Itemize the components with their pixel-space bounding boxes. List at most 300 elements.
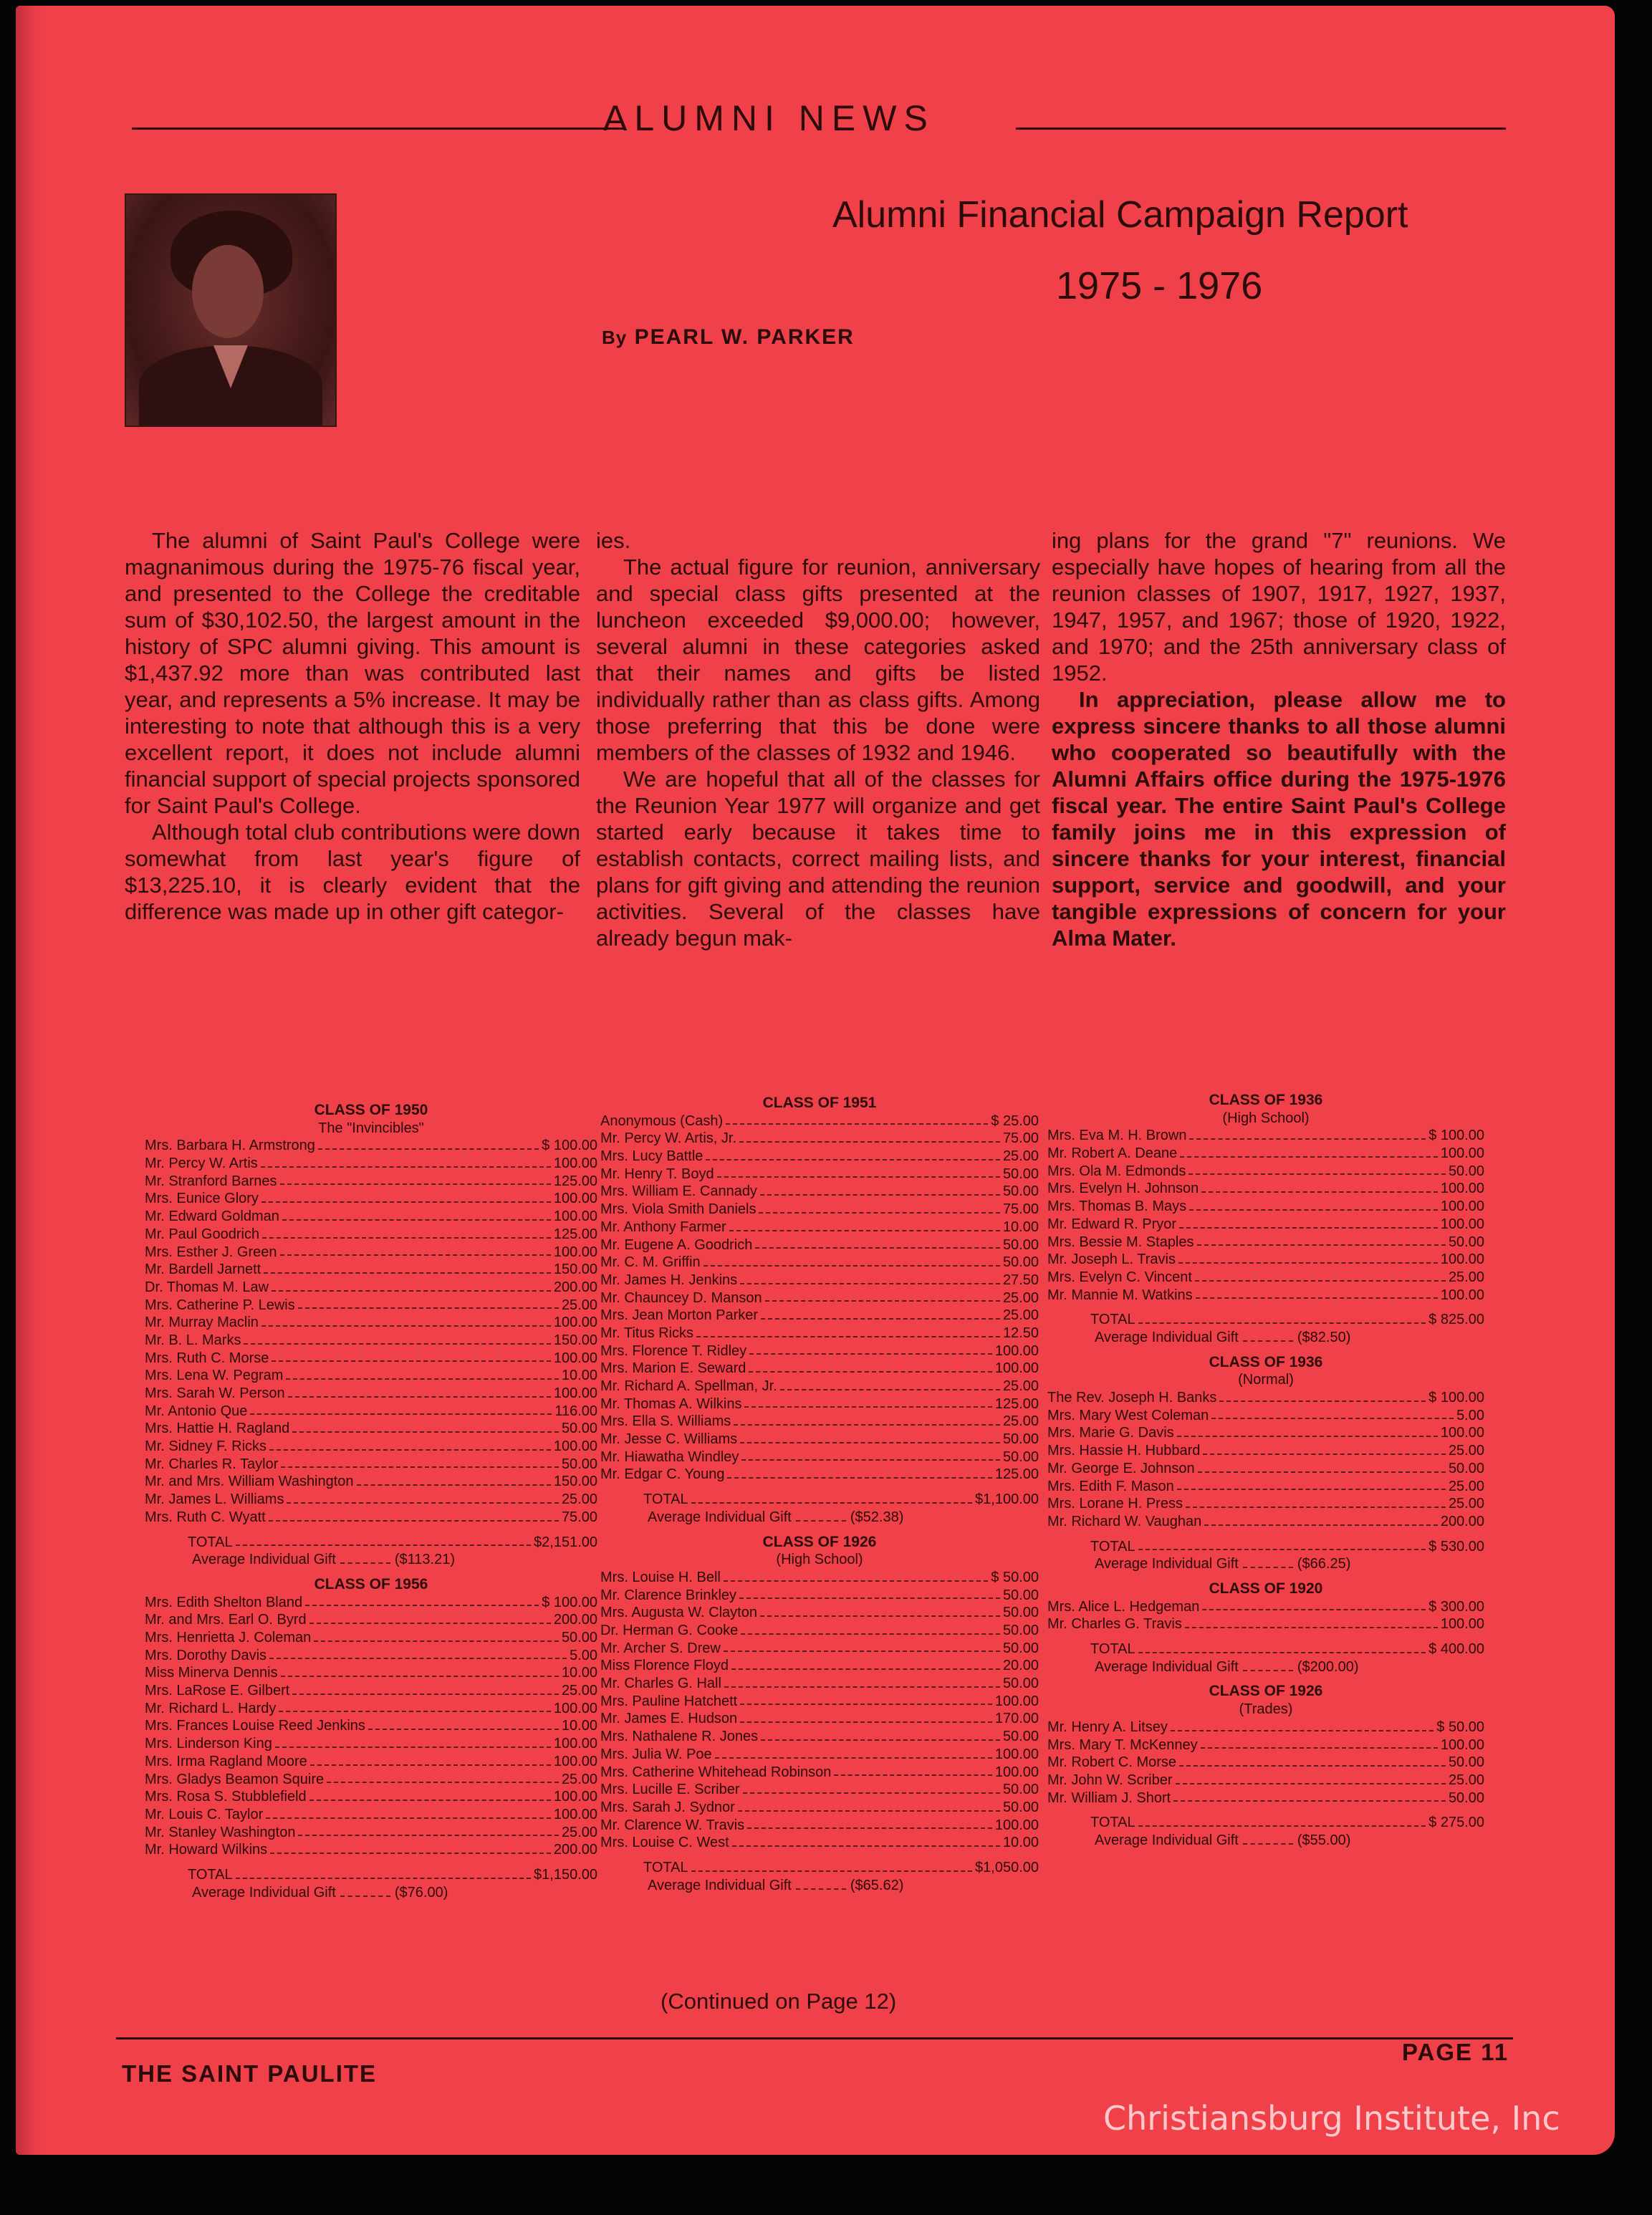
gift-amount: 25.00: [1448, 1496, 1484, 1512]
donor-row: [600, 1657, 1039, 1675]
gift-amount: 100.00: [994, 1360, 1039, 1377]
leader-dots: [340, 1562, 390, 1564]
class-heading: CLASS OF 1920: [1209, 1580, 1323, 1597]
paragraph: The alumni of Saint Paul's College were magnanimous during the 1975-76 fiscal year, and presented to the College the creditable sum of $30,102.50, the largest amount in the history of SPC alumni giving. This amount is $1,437.92 more than was contributed last year, and represents a 5% increase. It may be interesting to note that although this is a very excellent report, it does not include alumni financial support of special projects sponsored for Saint Paul's College.: [125, 528, 580, 818]
leader-dots: [281, 1456, 559, 1469]
donor-name: Mr. Paul Goodrich: [145, 1226, 260, 1242]
leader-dots: [739, 1587, 1000, 1600]
gift-amount: 100.00: [1440, 1216, 1484, 1232]
donor-row: [145, 1717, 597, 1735]
donor-row: [1047, 1269, 1484, 1287]
gift-amount: 25.00: [561, 1491, 597, 1508]
donor-row: [600, 1342, 1039, 1360]
donor-name: Mr. Percy W. Artis, Jr.: [600, 1130, 737, 1147]
byline-prefix: By: [602, 327, 628, 348]
donor-row: [600, 1272, 1039, 1289]
donor-row: [145, 1297, 597, 1315]
gift-amount: 50.00: [1002, 1676, 1039, 1692]
donor-name: Mrs. Ruth C. Wyatt: [145, 1509, 266, 1525]
paragraph: ies.: [596, 528, 631, 553]
donor-row: [1047, 1478, 1484, 1496]
gift-amount: 50.00: [1002, 1605, 1039, 1621]
leader-dots: [1196, 1287, 1438, 1299]
donor-row: [1047, 1389, 1484, 1407]
gift-amount: 100.00: [553, 1191, 597, 1207]
leader-dots: [747, 1817, 992, 1830]
leader-dots: [755, 1236, 1000, 1249]
total-label: TOTAL: [1090, 1538, 1135, 1555]
leader-dots: [1202, 1598, 1426, 1611]
leader-dots: [1201, 1736, 1438, 1749]
donor-row: [145, 1629, 597, 1647]
donor-name: Mr. Eugene A. Goodrich: [600, 1236, 753, 1253]
donor-row: [145, 1824, 597, 1842]
total-amount: $ 825.00: [1428, 1312, 1484, 1328]
gift-amount: 75.00: [1002, 1130, 1039, 1147]
donor-name: Mr. Richard L. Hardy: [145, 1700, 277, 1716]
donor-name: Mrs. Hassie H. Hubbard: [1047, 1443, 1201, 1459]
gift-amount: 100.00: [553, 1736, 597, 1752]
byline-author: PEARL W. PARKER: [634, 325, 855, 349]
donor-row: [1047, 1754, 1484, 1772]
gift-amount: 100.00: [1440, 1616, 1484, 1633]
gift-amount: 25.00: [1448, 1443, 1484, 1459]
donor-row: [145, 1208, 597, 1226]
class-heading: CLASS OF 1950: [314, 1102, 428, 1118]
donor-name: Mrs. Esther J. Green: [145, 1244, 277, 1260]
leader-dots: [726, 1113, 988, 1125]
class-list: [1047, 1354, 1484, 1573]
gift-amount: 25.00: [561, 1824, 597, 1840]
donor-name: Mr. John W. Scriber: [1047, 1772, 1173, 1788]
appreciation-paragraph: In appreciation, please allow me to express sincere thanks to all those alumni who cooperated so beautifully with the Alumni Affairs office during the 1975-1976 fiscal year. The entire Saint Paul's College family joins me in this expression of sincere thanks for your interest, financial support, service and goodwill, and your tangible expressions of concern for your Alma Mater.: [1052, 687, 1506, 951]
donor-name: Mrs. Augusta W. Clayton: [600, 1605, 757, 1621]
donor-name: Mrs. LaRose E. Gilbert: [145, 1683, 290, 1699]
leader-dots: [760, 1604, 1000, 1617]
total-label: TOTAL: [643, 1491, 688, 1508]
leader-dots: [310, 1753, 551, 1766]
gift-amount: 50.00: [1002, 1587, 1039, 1603]
leader-dots: [309, 1788, 551, 1801]
donor-row: [600, 1289, 1039, 1307]
donor-name: Mr. Mannie M. Watkins: [1047, 1287, 1193, 1303]
donor-row: [1047, 1407, 1484, 1425]
donor-row: [145, 1664, 597, 1682]
leader-dots: [1188, 1163, 1446, 1176]
donor-row: [1047, 1598, 1484, 1616]
donor-name: Mr. Howard Wilkins: [145, 1842, 268, 1858]
donor-row: [600, 1254, 1039, 1272]
donor-name: Mr. James E. Hudson: [600, 1711, 738, 1727]
average-label: Average Individual Gift: [192, 1884, 336, 1901]
leader-dots: [261, 1190, 551, 1203]
leader-dots: [1198, 1460, 1446, 1473]
donor-name: Mrs. Linderson King: [145, 1736, 272, 1752]
gift-amount: 25.00: [1002, 1307, 1039, 1324]
leader-dots: [740, 1272, 1000, 1284]
donor-name: Mr. Edgar C. Young: [600, 1466, 725, 1483]
average-gift: [1047, 1832, 1484, 1850]
donor-name: Mrs. Thomas B. Mays: [1047, 1198, 1187, 1215]
donor-row: [145, 1385, 597, 1403]
donor-row: [1047, 1234, 1484, 1251]
donor-name: Mrs. Eunice Glory: [145, 1191, 259, 1207]
total-amount: $1,100.00: [975, 1491, 1039, 1508]
class-total: [1047, 1538, 1484, 1556]
leader-dots: [1197, 1234, 1446, 1246]
average-gift: [600, 1877, 1039, 1895]
donor-name: Mrs. Nathalene R. Jones: [600, 1729, 759, 1745]
class-subtitle: (High School): [1222, 1110, 1310, 1126]
donor-row: [145, 1771, 597, 1789]
gift-amount: 10.00: [561, 1718, 597, 1734]
donor-name: Mrs. Edith Shelton Bland: [145, 1594, 303, 1610]
gift-amount: 50.00: [561, 1421, 597, 1437]
leader-dots: [744, 1395, 991, 1408]
gift-amount: 100.00: [994, 1764, 1039, 1780]
donor-name: Mr. Jesse C. Williams: [600, 1431, 738, 1448]
donor-row: [145, 1332, 597, 1350]
gift-amount: 50.00: [1448, 1460, 1484, 1476]
average-gift: [1047, 1658, 1484, 1676]
leader-dots: [738, 1799, 1000, 1812]
gift-amount: 10.00: [1002, 1219, 1039, 1235]
leader-dots: [1201, 1180, 1438, 1193]
gift-amount: 10.00: [1002, 1835, 1039, 1851]
leader-dots: [244, 1332, 550, 1345]
donor-row: [1047, 1163, 1484, 1181]
leader-dots: [760, 1183, 1000, 1196]
donor-name: Mr. B. L. Marks: [145, 1332, 241, 1348]
donor-name: Mrs. Alice L. Hedgeman: [1047, 1598, 1200, 1615]
leader-dots: [740, 1710, 992, 1723]
gift-amount: 150.00: [553, 1474, 597, 1490]
gift-amount: 50.00: [1002, 1166, 1039, 1182]
total-label: TOTAL: [643, 1859, 688, 1875]
gift-amount: 100.00: [553, 1700, 597, 1716]
donor-row: [600, 1710, 1039, 1728]
donor-name: Mr. Charles G. Hall: [600, 1676, 721, 1692]
donor-name: Mrs. Mary West Coleman: [1047, 1407, 1209, 1423]
leader-dots: [696, 1325, 1000, 1337]
leader-dots: [357, 1473, 551, 1486]
donor-name: Mr. William J. Short: [1047, 1789, 1171, 1806]
leader-dots: [732, 1834, 1000, 1847]
gift-amount: 50.00: [1002, 1254, 1039, 1271]
donor-name: Mr. Bardell Jarnett: [145, 1262, 261, 1278]
donor-row: [145, 1244, 597, 1262]
leader-dots: [796, 1888, 846, 1890]
leader-dots: [250, 1403, 552, 1416]
donor-row: [145, 1682, 597, 1700]
gift-amount: 20.00: [1002, 1658, 1039, 1674]
donor-name: The Rev. Joseph H. Banks: [1047, 1390, 1217, 1406]
gift-amount: 50.00: [1002, 1640, 1039, 1656]
donor-row: [600, 1130, 1039, 1148]
paragraph: ing plans for the grand "7" reunions. We especially have hopes of hearing from all the reunion classes of 1907, 1917, 1927, 1937, 1947, 1957, and 1967; those of 1920, 1922, and 1970; and the 25th anniversary class of 1952.: [1052, 528, 1506, 686]
gift-amount: 27.50: [1002, 1272, 1039, 1288]
gift-amount: 50.00: [1002, 1183, 1039, 1200]
donor-row: [145, 1155, 597, 1173]
page-spine: [16, 6, 44, 2155]
total-label: TOTAL: [1090, 1815, 1135, 1831]
gift-amount: 50.00: [1002, 1448, 1039, 1465]
gift-amount: 150.00: [553, 1332, 597, 1348]
donor-row: [600, 1675, 1039, 1693]
paragraph: Although total club contributions were down somewhat from last year's figure of $13,225.10, it is clearly evident that the difference was made up in other gift categor-: [125, 820, 580, 924]
leader-dots: [691, 1491, 972, 1504]
class-subtitle: (Normal): [1238, 1372, 1294, 1388]
donor-row: [1047, 1287, 1484, 1305]
donor-name: Mr. Richard A. Spellman, Jr.: [600, 1378, 777, 1395]
gift-amount: 100.00: [553, 1209, 597, 1225]
leader-dots: [1189, 1198, 1438, 1211]
average-gift: [600, 1509, 1039, 1527]
donor-row: [600, 1395, 1039, 1413]
leader-dots: [734, 1413, 1000, 1426]
paragraph: The actual figure for reunion, anniversary and special class gifts presented at the luncheon exceeded $9,000.00; however, several alumni in these categories asked that their names and gifts be listed individually rather than as class gifts. Among those preferring that this be done were members of the classes of 1932 and 1946.: [596, 554, 1040, 765]
leader-dots: [269, 1647, 567, 1660]
class-heading: CLASS OF 1936: [1209, 1092, 1323, 1108]
donor-row: [145, 1700, 597, 1718]
gift-amount: $ 50.00: [1436, 1719, 1484, 1735]
leader-dots: [287, 1491, 558, 1504]
donor-row: [600, 1604, 1039, 1622]
donor-row: [600, 1728, 1039, 1746]
gift-amount: 25.00: [1002, 1289, 1039, 1306]
donor-row: [1047, 1460, 1484, 1478]
leader-dots: [1195, 1269, 1446, 1282]
donor-name: Mrs. Marie G. Davis: [1047, 1425, 1174, 1441]
donor-row: [145, 1367, 597, 1385]
total-label: TOTAL: [188, 1534, 233, 1550]
donor-name: Dr. Herman G. Cooke: [600, 1623, 739, 1639]
gift-amount: 100.00: [1440, 1425, 1484, 1441]
donor-name: Mrs. Barbara H. Armstrong: [145, 1138, 315, 1154]
donor-row: [600, 1183, 1039, 1201]
donor-name: Mr. Chauncey D. Manson: [600, 1289, 762, 1306]
gift-amount: 100.00: [553, 1753, 597, 1769]
class-total: [145, 1866, 597, 1884]
leader-dots: [305, 1594, 539, 1607]
donor-row: [1047, 1145, 1484, 1163]
gift-amount: 200.00: [553, 1842, 597, 1858]
donor-row: [600, 1466, 1039, 1484]
leader-dots: [834, 1764, 991, 1777]
donor-row: [145, 1841, 597, 1859]
donor-row: [145, 1735, 597, 1753]
donor-row: [600, 1413, 1039, 1431]
average-label: Average Individual Gift: [1095, 1556, 1239, 1572]
donor-name: Mrs. Louise C. West: [600, 1835, 729, 1851]
total-label: TOTAL: [1090, 1641, 1135, 1658]
class-list: [600, 1095, 1039, 1527]
donor-row: [1047, 1442, 1484, 1460]
donor-row: [145, 1753, 597, 1771]
donor-name: Mr. Charles R. Taylor: [145, 1456, 279, 1472]
total-amount: $1,050.00: [975, 1859, 1039, 1875]
article-years: 1975 - 1976: [1056, 264, 1263, 307]
leader-dots: [298, 1824, 558, 1837]
donor-row: [145, 1226, 597, 1244]
leader-dots: [270, 1841, 551, 1854]
donor-row: [1047, 1736, 1484, 1754]
leader-dots: [318, 1137, 539, 1150]
leader-dots: [309, 1611, 551, 1624]
gift-amount: 5.00: [1456, 1407, 1484, 1423]
donor-row: [600, 1587, 1039, 1605]
donor-name: Mr. Thomas A. Wilkins: [600, 1395, 742, 1412]
gift-amount: 25.00: [1002, 1413, 1039, 1430]
gift-amount: 125.00: [553, 1173, 597, 1189]
gift-amount: 25.00: [1448, 1772, 1484, 1788]
total-amount: $ 400.00: [1428, 1641, 1484, 1658]
gift-amount: 100.00: [994, 1342, 1039, 1359]
donor-row: [600, 1219, 1039, 1236]
gift-amount: 170.00: [994, 1711, 1039, 1727]
class-total: [600, 1491, 1039, 1509]
leader-dots: [281, 1664, 559, 1677]
donor-row: [1047, 1424, 1484, 1442]
donor-name: Mr. Percy W. Artis: [145, 1155, 258, 1172]
donor-name: Mrs. Bessie M. Staples: [1047, 1234, 1194, 1250]
donor-list-column-3: [1047, 1085, 1484, 1850]
gift-amount: 100.00: [553, 1155, 597, 1172]
class-subtitle: (High School): [776, 1552, 863, 1568]
header-rule-right: [1016, 128, 1506, 130]
donor-row: [600, 1640, 1039, 1658]
gift-amount: 5.00: [570, 1647, 597, 1663]
donor-row: [1047, 1216, 1484, 1234]
gift-amount: $ 100.00: [1428, 1128, 1484, 1144]
leader-dots: [724, 1675, 1000, 1688]
average-amount: ($52.38): [850, 1509, 904, 1525]
gift-amount: 200.00: [553, 1279, 597, 1295]
leader-dots: [1186, 1495, 1446, 1508]
leader-dots: [1243, 1670, 1293, 1671]
average-amount: ($65.62): [850, 1877, 904, 1893]
leader-dots: [1211, 1407, 1454, 1420]
gift-amount: 125.00: [994, 1466, 1039, 1483]
average-label: Average Individual Gift: [1095, 1658, 1239, 1675]
donor-name: Mrs. Eva M. H. Brown: [1047, 1128, 1187, 1144]
class-list: [145, 1576, 597, 1901]
donor-row: [1047, 1789, 1484, 1807]
donor-row: [600, 1378, 1039, 1395]
donor-row: [600, 1834, 1039, 1852]
donor-name: Mrs. Rosa S. Stubblefield: [145, 1789, 307, 1805]
header-rule-left: [132, 128, 623, 130]
gift-amount: 100.00: [553, 1789, 597, 1805]
gift-amount: 100.00: [553, 1806, 597, 1822]
donor-name: Mr. Murray Maclin: [145, 1315, 259, 1331]
donor-row: [1047, 1615, 1484, 1633]
gift-amount: 25.00: [1002, 1378, 1039, 1395]
gift-amount: $ 50.00: [991, 1569, 1039, 1585]
gift-amount: 50.00: [1448, 1789, 1484, 1806]
class-total: [1047, 1814, 1484, 1832]
donor-name: Miss Florence Floyd: [600, 1658, 729, 1674]
gift-amount: 25.00: [561, 1683, 597, 1699]
gift-amount: 100.00: [994, 1817, 1039, 1833]
donor-row: [145, 1473, 597, 1491]
leader-dots: [236, 1534, 531, 1547]
donor-name: Anonymous (Cash): [600, 1113, 724, 1129]
donor-name: Mr. Henry T. Boyd: [600, 1166, 714, 1182]
donor-row: [145, 1261, 597, 1279]
class-heading: CLASS OF 1951: [762, 1095, 877, 1111]
donor-name: Mr. Henry A. Litsey: [1047, 1719, 1168, 1735]
average-gift: [1047, 1329, 1484, 1347]
leader-dots: [1177, 1424, 1438, 1437]
gift-amount: 50.00: [1448, 1163, 1484, 1179]
gift-amount: 25.00: [561, 1297, 597, 1313]
gift-amount: 50.00: [561, 1630, 597, 1646]
leader-dots: [292, 1682, 559, 1695]
donor-name: Mr. Hiawatha Windley: [600, 1448, 739, 1465]
donor-name: Mr. Richard W. Vaughan: [1047, 1513, 1202, 1529]
gift-amount: 125.00: [553, 1226, 597, 1242]
leader-dots: [1138, 1640, 1426, 1653]
leader-dots: [1219, 1389, 1426, 1402]
donor-name: Mrs. Evelyn C. Vincent: [1047, 1269, 1192, 1285]
leader-dots: [740, 1431, 1000, 1443]
donor-name: Mr. George E. Johnson: [1047, 1460, 1195, 1476]
donor-row: [145, 1403, 597, 1421]
average-gift: [145, 1551, 597, 1569]
leader-dots: [340, 1896, 390, 1897]
class-total: [1047, 1640, 1484, 1658]
leader-dots: [741, 1622, 1000, 1635]
leader-dots: [1138, 1814, 1426, 1827]
leader-dots: [761, 1728, 1000, 1741]
leader-dots: [368, 1717, 559, 1730]
donor-row: [600, 1693, 1039, 1711]
paragraph: We are hopeful that all of the classes for the Reunion Year 1977 will organize and get started early because it takes time to establish contacts, correct mailing lists, and plans for gift giving and attending the reunion activities. Several of the classes have already begun mak-: [596, 767, 1040, 951]
donor-name: Mrs. Sarah W. Person: [145, 1385, 285, 1402]
gift-amount: 10.00: [561, 1368, 597, 1384]
class-list: [600, 1534, 1039, 1895]
leader-dots: [724, 1569, 988, 1582]
donor-name: Mr. Titus Ricks: [600, 1325, 694, 1341]
leader-dots: [1243, 1843, 1293, 1845]
donor-name: Mr. and Mrs. William Washington: [145, 1474, 354, 1490]
footer-rule: [116, 2037, 1513, 2039]
leader-dots: [1173, 1789, 1446, 1802]
leader-dots: [269, 1509, 559, 1522]
gift-amount: 75.00: [1002, 1201, 1039, 1218]
donor-row: [145, 1806, 597, 1824]
donor-row: [145, 1456, 597, 1474]
leader-dots: [703, 1254, 1000, 1267]
donor-name: Mrs. Pauline Hatchett: [600, 1693, 738, 1709]
gift-amount: 100.00: [1440, 1736, 1484, 1753]
donor-name: Mr. Louis C. Taylor: [145, 1806, 264, 1822]
donor-row: [600, 1201, 1039, 1219]
donor-name: Mr. C. M. Griffin: [600, 1254, 701, 1271]
donor-row: [600, 1764, 1039, 1782]
donor-row: [600, 1781, 1039, 1799]
gift-amount: 50.00: [1002, 1799, 1039, 1815]
leader-dots: [1185, 1615, 1438, 1628]
section-title: ALUMNI NEWS: [603, 98, 935, 138]
gift-amount: 12.50: [1002, 1325, 1039, 1341]
leader-dots: [327, 1771, 559, 1784]
article-column-3: [1052, 527, 1506, 951]
donor-name: Mrs. Mary T. McKenney: [1047, 1736, 1198, 1753]
average-amount: ($113.21): [394, 1552, 455, 1568]
average-label: Average Individual Gift: [1095, 1329, 1239, 1345]
